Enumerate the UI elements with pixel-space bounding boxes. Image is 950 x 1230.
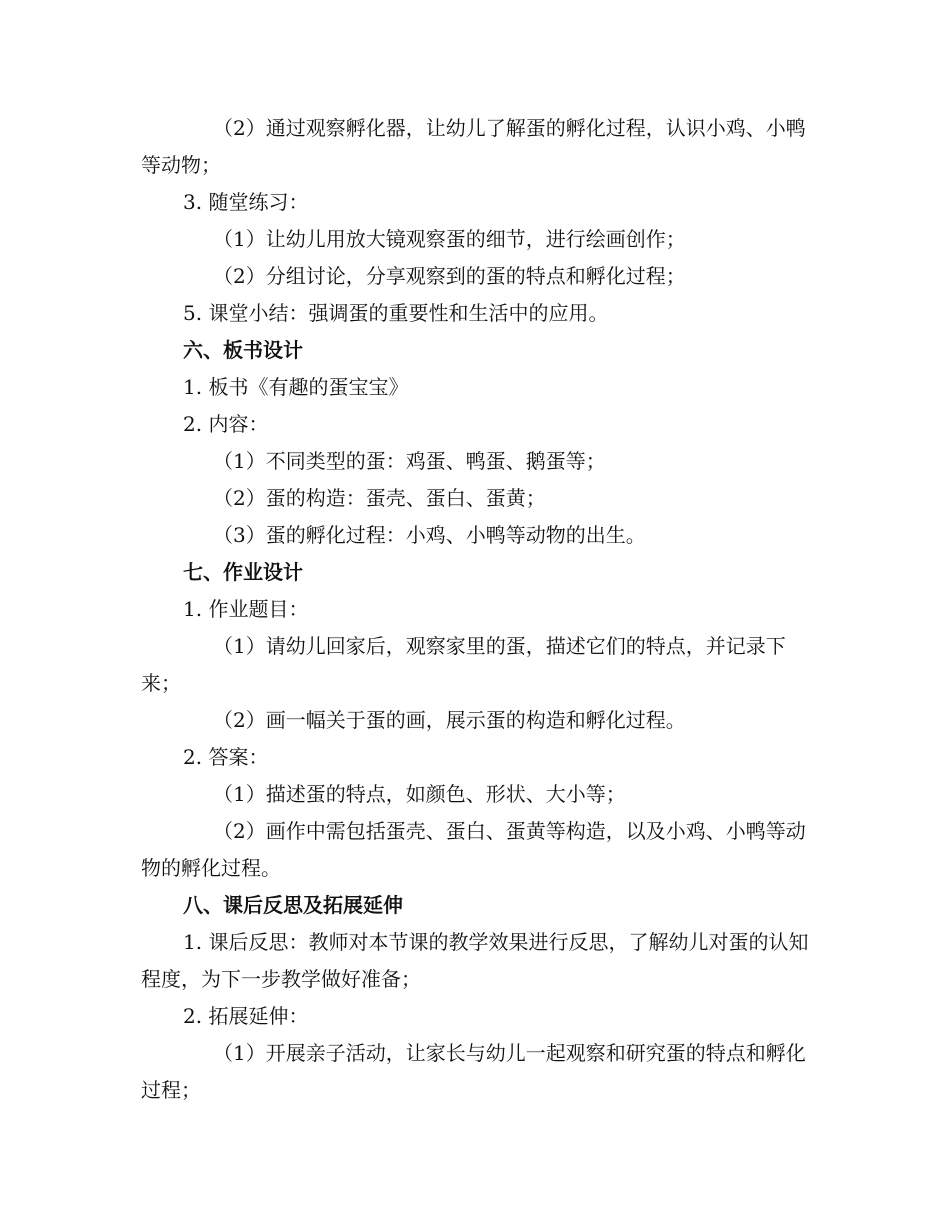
paragraph-extension-title: 2. 拓展延伸： (183, 1004, 309, 1028)
paragraph-incubator-observation: （2）通过观察孵化器，让幼儿了解蛋的孵化过程，认识小鸡、小鸭等动物； (141, 116, 806, 177)
heading-board-design: 六、板书设计 (183, 338, 303, 362)
paragraph-answer-describe: （1）描述蛋的特点，如颜色、形状、大小等； (213, 782, 626, 806)
heading-homework-design: 七、作业设计 (183, 560, 303, 584)
paragraph-parent-child-activity: （1）开展亲子活动，让家长与幼儿一起观察和研究蛋的特点和孵化过程； (141, 1041, 806, 1102)
paragraph-practice-title: 3. 随堂练习： (183, 190, 309, 214)
paragraph-homework-title: 1. 作业题目： (183, 597, 309, 621)
paragraph-content-title: 2. 内容： (183, 412, 269, 436)
paragraph-egg-types: （1）不同类型的蛋：鸡蛋、鸭蛋、鹅蛋等； (213, 449, 606, 473)
paragraph-magnifier-drawing: （1）让幼儿用放大镜观察蛋的细节，进行绘画创作； (213, 227, 686, 251)
paragraph-answer-title: 2. 答案： (183, 745, 269, 769)
paragraph-reflection: 1. 课后反思：教师对本节课的教学效果进行反思，了解幼儿对蛋的认知程度，为下一步教学做好准备； (141, 930, 809, 991)
paragraph-group-discussion: （2）分组讨论，分享观察到的蛋的特点和孵化过程； (213, 264, 686, 288)
paragraph-homework-draw: （2）画一幅关于蛋的画，展示蛋的构造和孵化过程。 (213, 708, 686, 732)
paragraph-board-title: 1. 板书《有趣的蛋宝宝》 (183, 375, 409, 399)
heading-reflection-extension: 八、课后反思及拓展延伸 (183, 893, 403, 917)
paragraph-answer-drawing: （2）画作中需包括蛋壳、蛋白、蛋黄等构造，以及小鸡、小鸭等动物的孵化过程。 (141, 819, 806, 880)
paragraph-egg-structure: （2）蛋的构造：蛋壳、蛋白、蛋黄； (213, 486, 546, 510)
paragraph-homework-observe: （1）请幼儿回家后，观察家里的蛋，描述它们的特点，并记录下来； (141, 634, 786, 695)
paragraph-hatching-process: （3）蛋的孵化过程：小鸡、小鸭等动物的出生。 (213, 523, 646, 547)
document-body (141, 110, 811, 1109)
paragraph-class-summary: 5. 课堂小结：强调蛋的重要性和生活中的应用。 (183, 301, 609, 325)
